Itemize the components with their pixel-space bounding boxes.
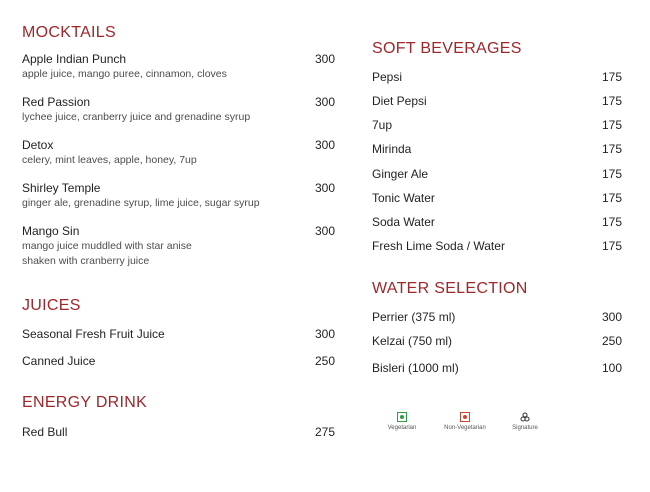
item-price: 175 [601,215,622,229]
signature-icon [520,412,530,422]
item-price: 300 [314,327,335,341]
item-price: 175 [601,118,622,132]
item-price: 250 [314,354,335,368]
item-name: Fresh Lime Soda / Water [372,239,505,253]
item-price: 175 [601,239,622,253]
item-price: 250 [601,334,622,348]
section-title-energy-drink: ENERGY DRINK [22,394,148,411]
item-name: Mirinda [372,142,412,156]
legend-label: Signature [512,425,538,431]
item-name: Seasonal Fresh Fruit Juice [22,327,165,341]
item-name: Perrier (375 ml) [372,310,456,324]
section-title-juices: JUICES [22,297,81,314]
item-name: Red Passion [22,95,91,109]
item-name: Pepsi [372,70,403,84]
item-name: Canned Juice [22,354,96,368]
item-name: Apple Indian Punch [22,52,127,66]
item-description-line: mango juice muddled with star anise [22,240,192,252]
item-name: 7up [372,118,393,132]
item-price: 175 [601,142,622,156]
item-description: celery, mint leaves, apple, honey, 7up [22,154,197,166]
legend-label: Non-Vegetarian [444,425,486,431]
item-name: Bisleri (1000 ml) [372,361,459,375]
item-price: 300 [314,95,335,109]
vegetarian-icon [397,412,407,422]
section-title-soft-beverages: SOFT BEVERAGES [372,40,522,57]
item-price: 175 [601,94,622,108]
non-vegetarian-icon [460,412,470,422]
item-description: lychee juice, cranberry juice and grenadine syrup [22,111,251,123]
item-name: Ginger Ale [372,167,429,181]
item-name: Mango Sin [22,224,80,238]
item-name: Tonic Water [372,191,435,205]
item-name: Shirley Temple [22,181,101,195]
legend-signature [509,412,541,431]
item-name: Detox [22,138,54,152]
diet-legend [385,412,555,436]
item-price: 300 [601,310,622,324]
item-description-line: shaken with cranberry juice [22,255,150,267]
item-price: 275 [314,425,335,439]
item-price: 300 [314,181,335,195]
item-name: Red Bull [22,425,68,439]
item-price: 100 [601,361,622,375]
item-price: 300 [314,224,335,238]
section-title-mocktails: MOCKTAILS [22,24,116,41]
item-price: 175 [601,167,622,181]
legend-label: Vegetarian [387,425,417,431]
item-price: 300 [314,138,335,152]
item-price: 300 [314,52,335,66]
item-price: 175 [601,191,622,205]
item-name: Kelzai (750 ml) [372,334,453,348]
item-price: 175 [601,70,622,84]
item-description: apple juice, mango puree, cinnamon, cloves [22,68,227,80]
item-description [22,239,192,269]
legend-vegetarian [385,412,419,431]
item-description: ginger ale, grenadine syrup, lime juice, sugar syrup [22,197,260,209]
item-name: Diet Pepsi [372,94,427,108]
section-title-water-selection: WATER SELECTION [372,280,528,297]
legend-non-vegetarian [440,412,490,431]
item-name: Soda Water [372,215,435,229]
